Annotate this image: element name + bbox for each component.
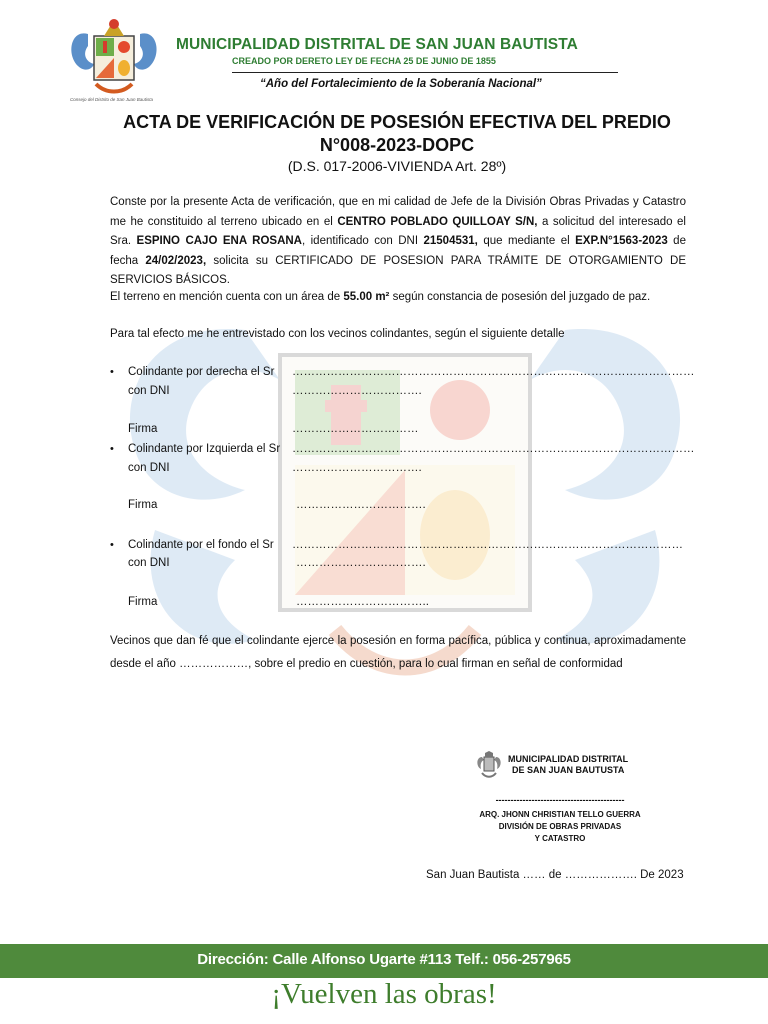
municipality-title: MUNICIPALIDAD DISTRITAL DE SAN JUAN BAUTISTA (176, 36, 578, 53)
interview-paragraph: Para tal efecto me he entrevistado con los vecinos colindantes, según el siguiente detalle (110, 328, 565, 340)
applicant-name: ESPINO CAJO ENA ROSANA (136, 235, 302, 247)
neighbor-right-signature-field: …………………………… (292, 423, 419, 435)
neighbor-back-label: Colindante por el fondo el Sr (128, 539, 274, 551)
footer-address: Dirección: Calle Alfonso Ugarte #113 Telf.: 056-257965 (197, 951, 571, 968)
bullet-icon: • (110, 443, 114, 455)
neighbor-back-signature-field: …………………………….. (296, 596, 429, 608)
signer-department: DIVISIÓN DE OBRAS PRIVADAS (498, 822, 622, 831)
neighbor-left-signature-label: Firma (128, 499, 158, 511)
neighbor-back-name-field: ………………………………………………………………………………………… (292, 539, 683, 551)
neighbor-left-dni-field: ……………………………. (292, 462, 422, 474)
signature-line: ------------------------------------------- (495, 795, 625, 805)
document-title-line1: ACTA DE VERIFICACIÓN DE POSESIÓN EFECTIVA DEL PREDIO (123, 112, 671, 132)
neighbor-right-dni-label: con DNI (128, 385, 170, 397)
logo-caption: Consejo del Distrito de San Juan Bautista (70, 97, 154, 102)
signer-name: ARQ. JHONN CHRISTIAN TELLO GUERRA (479, 810, 641, 819)
stamp-line2: DE SAN JUAN BAUTUSTA (512, 765, 625, 775)
neighbor-right-name-field: …………………………………………………………………………………………… (292, 366, 695, 378)
year-field: ……………… (179, 658, 249, 670)
neighbor-right-dni-field: ……………………………. (292, 385, 422, 397)
creation-decree: CREADO POR DERETO LEY DE FECHA 25 DE JUNIO DE 1855 (232, 56, 496, 66)
conformity-paragraph: Vecinos que dan fé que el colindante ejerce la posesión en forma pacífica, pública y continua, aproximadamente desde el año ………………, sobre el predio en cuestión, para lo cual firman en señal de conformidad (110, 635, 686, 670)
municipal-seal-icon (476, 751, 502, 779)
neighbor-left-dni-label: con DNI (128, 462, 170, 474)
property-area: 55.00 m² (343, 291, 390, 303)
header-divider (232, 72, 618, 73)
municipal-coat-of-arms-logo (66, 14, 162, 106)
neighbor-right-label: Colindante por derecha el Sr (128, 366, 275, 378)
file-number: EXP.N°1563-2023 (575, 235, 668, 247)
neighbor-back-dni-label: con DNI (128, 557, 170, 569)
stamp-line1: MUNICIPALIDAD DISTRITAL (508, 754, 629, 764)
applicant-dni: 21504531, (423, 235, 478, 247)
neighbor-left-label: Colindante por Izquierda el Sr (128, 443, 281, 455)
bullet-icon: • (110, 539, 114, 551)
footer-slogan: ¡Vuelven las obras! (271, 978, 497, 1010)
signer-department-2: Y CATASTRO (534, 834, 586, 843)
neighbor-back-signature-label: Firma (128, 596, 158, 608)
intro-paragraph: Conste por la presente Acta de verificación, que en mi calidad de Jefe de la División Obras Privadas y Catastro me he constituido al terreno ubicado en el CENTRO POBLADO QUILLOAY S/N, a solicitud del interesado el Sra. ESPINO CAJO ENA ROSANA, identificado con DNI 21504531, que mediante el EXP.N°1563-2023 de fecha 24/02/2023, solicita su CERTIFICADO DE POSESION PARA TRÁMITE DE OTORGAMIENTO DE SERVICIOS BÁSICOS. (110, 196, 686, 286)
year-motto: “Año del Fortalecimiento de la Soberanía Nacional” (260, 78, 542, 90)
document-title-line2: N°008-2023-DOPC (319, 135, 475, 155)
area-paragraph: El terreno en mención cuenta con un área de 55.00 m² según constancia de posesión del juzgado de paz. (110, 291, 651, 303)
neighbor-right-signature-label: Firma (128, 423, 158, 435)
legal-reference: (D.S. 017-2006-VIVIENDA Art. 28º) (287, 158, 507, 174)
place-date-line: San Juan Bautista …… de ………………. De 2023 (426, 869, 684, 881)
bullet-icon: • (110, 366, 114, 378)
neighbor-left-signature-field: ……………………………. (296, 499, 426, 511)
request-date: 24/02/2023, (145, 254, 207, 267)
property-location: CENTRO POBLADO QUILLOAY S/N, (337, 215, 538, 228)
neighbor-back-dni-field: ……………………………. (296, 557, 426, 569)
neighbor-left-name-field: …………………………………………………………………………………………… (292, 443, 695, 455)
